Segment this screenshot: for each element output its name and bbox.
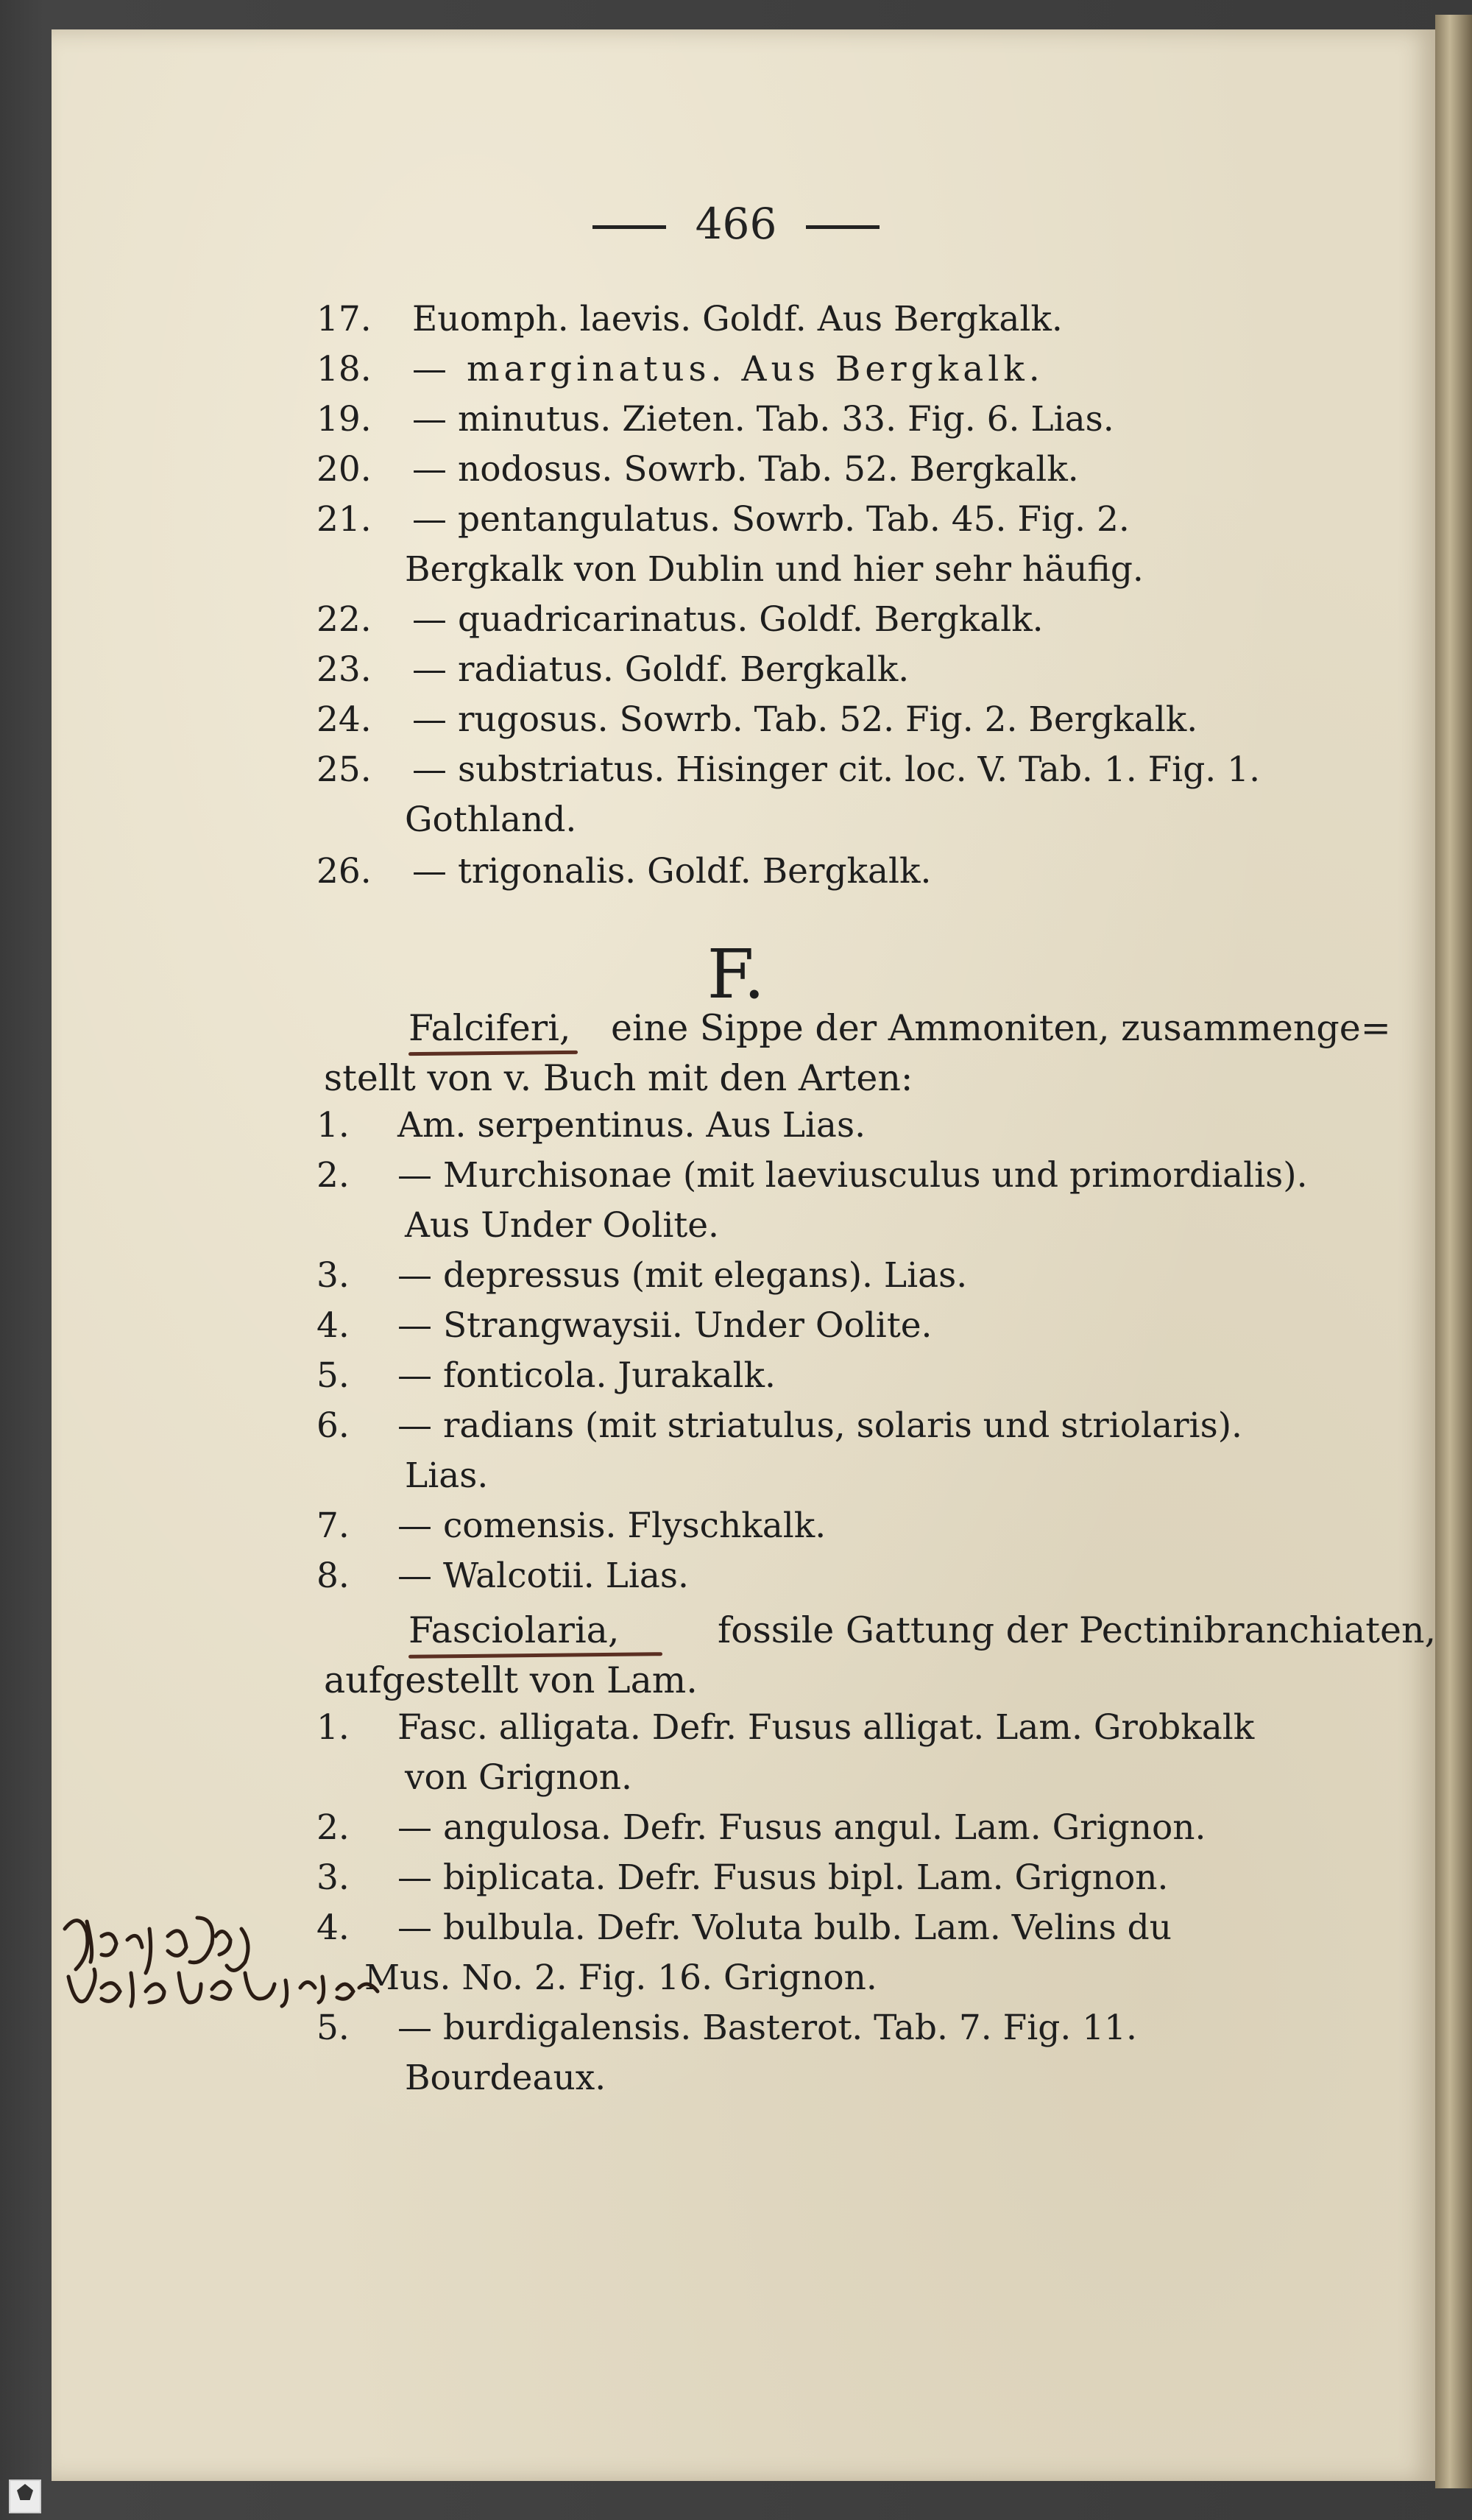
entry-text: — bulbula. Defr. Voluta bulb. Lam. Velins du xyxy=(397,1907,1172,1948)
entry-number: 23. xyxy=(316,649,372,690)
genus-description-cont: stellt von v. Buch mit den Arten: xyxy=(324,1057,913,1099)
entry-number: 26. xyxy=(316,851,372,892)
archive-stamp-icon xyxy=(9,2480,41,2513)
entry-text: — trigonalis. Goldf. Bergkalk. xyxy=(412,851,932,892)
entry-number: 24. xyxy=(316,699,372,740)
entry-number: 18. xyxy=(316,349,372,389)
entry-number: 4. xyxy=(316,1305,350,1346)
entry-text: Euomph. laevis. Goldf. Aus Bergkalk. xyxy=(412,299,1063,339)
entry-number: 17. xyxy=(316,299,372,339)
entry-text: — radiatus. Goldf. Bergkalk. xyxy=(412,649,910,690)
entry-text: — burdigalensis. Basterot. Tab. 7. Fig. 11. xyxy=(397,2008,1137,2048)
entry-text: — minutus. Zieten. Tab. 33. Fig. 6. Lias. xyxy=(412,399,1114,440)
entry-text: — angulosa. Defr. Fusus angul. Lam. Grignon. xyxy=(397,1807,1206,1848)
entry-continuation: Gothland. xyxy=(405,800,577,840)
entry-number: 4. xyxy=(316,1907,350,1948)
entry-text: Fasc. alligata. Defr. Fusus alligat. Lam. Grobkalk xyxy=(397,1707,1255,1748)
genus-description-cont: aufgestellt von Lam. xyxy=(324,1659,698,1701)
entry-text: — rugosus. Sowrb. Tab. 52. Fig. 2. Bergkalk. xyxy=(412,699,1198,740)
entry-text: — pentangulatus. Sowrb. Tab. 45. Fig. 2. xyxy=(412,499,1130,540)
entry-continuation: Bourdeaux. xyxy=(405,2058,606,2098)
entry-text: Am. serpentinus. Aus Lias. xyxy=(397,1105,866,1146)
handwritten-margin-note xyxy=(57,1907,403,2025)
entry-number: 25. xyxy=(316,749,372,790)
entry-text: — biplicata. Defr. Fusus bipl. Lam. Grignon. xyxy=(397,1857,1169,1898)
entry-number: 22. xyxy=(316,599,372,640)
entry-number: 19. xyxy=(316,399,372,440)
entry-text: — fonticola. Jurakalk. xyxy=(397,1355,776,1396)
entry-number: 21. xyxy=(316,499,372,540)
entry-number: 7. xyxy=(316,1506,350,1546)
entry-continuation: Mus. No. 2. Fig. 16. Grignon. xyxy=(364,1958,877,1998)
entry-text: — substriatus. Hisinger cit. loc. V. Tab. 1. Fig. 1. xyxy=(412,749,1261,790)
page-number: 466 xyxy=(695,199,777,249)
entry-number: 8. xyxy=(316,1556,350,1596)
entry-continuation: Lias. xyxy=(405,1455,489,1496)
entry-text: — Strangwaysii. Under Oolite. xyxy=(397,1305,933,1346)
entry-number: 5. xyxy=(316,1355,350,1396)
entry-number: 2. xyxy=(316,1807,350,1848)
entry-continuation: von Grignon. xyxy=(405,1757,632,1798)
entry-continuation: Aus Under Oolite. xyxy=(405,1205,719,1246)
entry-number: 1. xyxy=(316,1105,350,1146)
genus-description: eine Sippe der Ammoniten, zusammenge= xyxy=(611,1007,1391,1049)
entry-number: 1. xyxy=(316,1707,350,1748)
entry-number: 5. xyxy=(316,2008,350,2048)
entry-number: 3. xyxy=(316,1255,350,1296)
genus-falciferi: Falciferi, xyxy=(408,1007,571,1049)
genus-fasciolaria: Fasciolaria, xyxy=(408,1609,620,1651)
entry-continuation: Bergkalk von Dublin und hier sehr häufig. xyxy=(405,549,1144,590)
entry-number: 2. xyxy=(316,1155,350,1196)
entry-number: 3. xyxy=(316,1857,350,1898)
entry-text: — quadricarinatus. Goldf. Bergkalk. xyxy=(412,599,1044,640)
entry-text: — depressus (mit elegans). Lias. xyxy=(397,1255,968,1296)
genus-description: fossile Gattung der Pectinibranchiaten, xyxy=(718,1609,1437,1651)
entry-text: — radians (mit striatulus, solaris und striolaris). xyxy=(397,1405,1242,1446)
entry-text: — Murchisonae (mit laeviusculus und primordialis). xyxy=(397,1155,1308,1196)
entry-text: — comensis. Flyschkalk. xyxy=(397,1506,827,1546)
entry-number: 20. xyxy=(316,449,372,490)
entry-number: 6. xyxy=(316,1405,350,1446)
section-letter: F. xyxy=(707,935,765,1014)
entry-text: — marginatus. Aus Bergkalk. xyxy=(412,349,1044,389)
entry-text: — nodosus. Sowrb. Tab. 52. Bergkalk. xyxy=(412,449,1079,490)
entry-text: — Walcotii. Lias. xyxy=(397,1556,689,1596)
